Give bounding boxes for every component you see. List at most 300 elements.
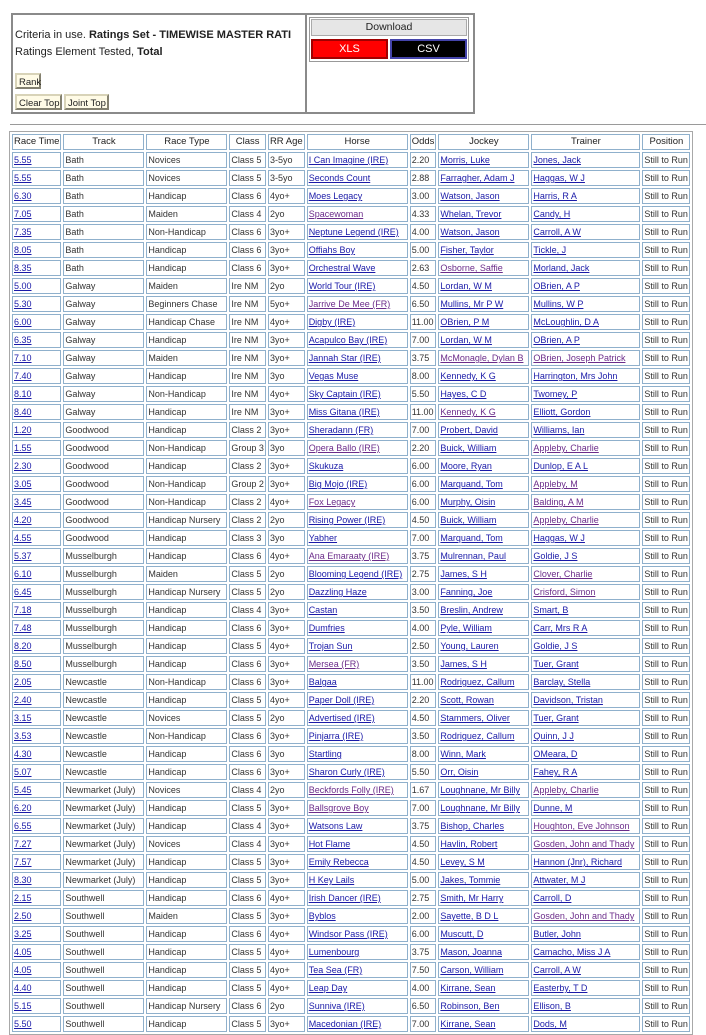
horse-link[interactable]: Fox Legacy — [308, 497, 356, 507]
trainer-link[interactable]: Crisford, Simon — [533, 587, 596, 597]
cell-race-type: Handicap — [146, 602, 227, 618]
cell-race-time — [12, 1016, 61, 1032]
race-time-link[interactable]: 7.27 — [14, 839, 32, 849]
trainer-link[interactable]: Dods, M — [533, 1019, 567, 1029]
rank-button[interactable]: Rank — [15, 73, 41, 89]
cell-jockey — [438, 638, 529, 654]
jockey-link[interactable]: Sayette, B D L — [440, 911, 499, 921]
jockey-link[interactable]: OBrien, P M — [440, 317, 490, 327]
horse-link[interactable]: I Can Imagine (IRE) — [308, 155, 389, 165]
horse-link[interactable]: Spacewoman — [308, 209, 364, 219]
horse-link[interactable]: Digby (IRE) — [308, 317, 356, 327]
trainer-link[interactable]: Houghton, Eve Johnson — [533, 821, 630, 831]
race-time-link[interactable]: 4.30 — [14, 749, 32, 759]
race-time-link[interactable]: 6.45 — [14, 587, 32, 597]
table-row — [12, 368, 690, 384]
horse-link[interactable]: Yabher — [308, 533, 338, 543]
race-time-link[interactable]: 8.10 — [14, 389, 32, 399]
horse-link[interactable]: Startling — [308, 749, 342, 759]
trainer-link[interactable]: OBrien, A P — [533, 335, 580, 345]
trainer-link[interactable]: Morland, Jack — [533, 263, 590, 273]
trainer-link[interactable]: Ellison, B — [533, 1001, 571, 1011]
jockey-link[interactable]: Pyle, William — [440, 623, 492, 633]
horse-link[interactable]: Sharon Curly (IRE) — [308, 767, 385, 777]
trainer-link[interactable]: Appleby, M — [533, 479, 578, 489]
trainer-link[interactable]: Carroll, A W — [533, 965, 581, 975]
race-time-link[interactable]: 2.50 — [14, 911, 32, 921]
race-time-link[interactable]: 1.20 — [14, 425, 32, 435]
race-time-link[interactable]: 3.25 — [14, 929, 32, 939]
cell-trainer — [531, 584, 640, 600]
jockey-link[interactable]: Smith, Mr Harry — [440, 893, 504, 903]
cell-horse — [307, 1016, 408, 1032]
cell-race-time — [12, 566, 61, 582]
race-time-link[interactable]: 8.20 — [14, 641, 32, 651]
trainer-link[interactable]: Gosden, John and Thady — [533, 839, 635, 849]
trainer-link[interactable]: Fahey, R A — [533, 767, 578, 777]
cell-rr-age: 3yo — [268, 530, 305, 546]
trainer-link[interactable]: Carroll, A W — [533, 227, 581, 237]
cell-class: Class 5 — [229, 584, 266, 600]
cell-position: Still to Run — [642, 782, 690, 798]
horse-link[interactable]: Skukuza — [308, 461, 344, 471]
csv-download-button[interactable]: CSV — [390, 39, 467, 59]
race-time-link[interactable]: 5.37 — [14, 551, 32, 561]
trainer-link[interactable]: OBrien, A P — [533, 281, 580, 291]
jockey-link[interactable]: Moore, Ryan — [440, 461, 492, 471]
cell-trainer — [531, 638, 640, 654]
race-time-link[interactable]: 3.15 — [14, 713, 32, 723]
trainer-link[interactable]: Barclay, Stella — [533, 677, 591, 687]
jockey-link[interactable]: Levey, S M — [440, 857, 485, 867]
trainer-link[interactable]: McLoughlin, D A — [533, 317, 599, 327]
cell-class: Class 6 — [229, 890, 266, 906]
trainer-link[interactable]: Tuer, Grant — [533, 659, 579, 669]
horse-link[interactable]: Lumenbourg — [308, 947, 360, 957]
jockey-link[interactable]: James, S H — [440, 659, 487, 669]
cell-horse — [307, 206, 408, 222]
cell-race-time — [12, 224, 61, 240]
race-time-link[interactable]: 6.35 — [14, 335, 32, 345]
cell-class: Class 6 — [229, 764, 266, 780]
cell-trainer — [531, 260, 640, 276]
cell-track: Goodwood — [63, 530, 144, 546]
jockey-link[interactable]: Carson, William — [440, 965, 504, 975]
cell-class: Class 5 — [229, 962, 266, 978]
horse-link[interactable]: Ballsgrove Boy — [308, 803, 369, 813]
jockey-link[interactable]: Murphy, Oisin — [440, 497, 496, 507]
race-time-link[interactable]: 8.40 — [14, 407, 32, 417]
horse-link[interactable]: Miss Gitana (IRE) — [308, 407, 380, 417]
jockey-link[interactable]: Morris, Luke — [440, 155, 490, 165]
horse-link[interactable]: Vegas Muse — [308, 371, 359, 381]
jockey-link[interactable]: Young, Lauren — [440, 641, 499, 651]
jockey-link[interactable]: Havlin, Robert — [440, 839, 498, 849]
race-time-link[interactable]: 7.10 — [14, 353, 32, 363]
race-time-link[interactable]: 2.05 — [14, 677, 32, 687]
jockey-link[interactable]: Buick, William — [440, 515, 497, 525]
horse-link[interactable]: Windsor Pass (IRE) — [308, 929, 388, 939]
jockey-link[interactable]: Bishop, Charles — [440, 821, 504, 831]
cell-track: Southwell — [63, 998, 144, 1014]
horse-link[interactable]: Rising Power (IRE) — [308, 515, 386, 525]
trainer-link[interactable]: Hannon (Jnr), Richard — [533, 857, 622, 867]
horse-link[interactable]: Jannah Star (IRE) — [308, 353, 381, 363]
jockey-link[interactable]: Kennedy, K G — [440, 407, 496, 417]
cell-class: Class 4 — [229, 602, 266, 618]
race-time-link[interactable]: 6.55 — [14, 821, 32, 831]
cell-horse — [307, 170, 408, 186]
cell-track: Southwell — [63, 944, 144, 960]
horse-link[interactable]: Emily Rebecca — [308, 857, 369, 867]
trainer-link[interactable]: Dunne, M — [533, 803, 573, 813]
jockey-link[interactable]: Kirrane, Sean — [440, 983, 496, 993]
cell-odds: 2.20 — [410, 152, 437, 168]
cell-position: Still to Run — [642, 962, 690, 978]
race-time-link[interactable]: 3.05 — [14, 479, 32, 489]
cell-odds: 1.67 — [410, 782, 437, 798]
horse-link[interactable]: Dumfries — [308, 623, 345, 633]
jockey-link[interactable]: Mason, Joanna — [440, 947, 502, 957]
horse-link[interactable]: World Tour (IRE) — [308, 281, 376, 291]
trainer-link[interactable]: Butler, John — [533, 929, 581, 939]
jockey-link[interactable]: Muscutt, D — [440, 929, 484, 939]
table-row — [12, 962, 690, 978]
cell-trainer — [531, 566, 640, 582]
race-time-link[interactable]: 6.20 — [14, 803, 32, 813]
race-time-link[interactable]: 7.35 — [14, 227, 32, 237]
cell-rr-age: 3yo — [268, 746, 305, 762]
table-row — [12, 440, 690, 456]
cell-jockey — [438, 836, 529, 852]
horse-link[interactable]: Leap Day — [308, 983, 348, 993]
cell-track: Goodwood — [63, 476, 144, 492]
horse-link[interactable]: Moes Legacy — [308, 191, 363, 201]
jockey-link[interactable]: Lordan, W M — [440, 335, 492, 345]
horse-link[interactable]: Sunniva (IRE) — [308, 1001, 365, 1011]
trainer-link[interactable]: Appleby, Charlie — [533, 515, 599, 525]
cell-class: Class 6 — [229, 620, 266, 636]
cell-odds: 5.50 — [410, 386, 437, 402]
cell-horse — [307, 836, 408, 852]
horse-link[interactable]: Mersea (FR) — [308, 659, 360, 669]
cell-position: Still to Run — [642, 314, 690, 330]
horse-link[interactable]: Advertised (IRE) — [308, 713, 375, 723]
cell-race-type: Non-Handicap — [146, 494, 227, 510]
trainer-link[interactable]: Carr, Mrs R A — [533, 623, 588, 633]
race-time-link[interactable]: 3.45 — [14, 497, 32, 507]
cell-trainer — [531, 674, 640, 690]
trainer-link[interactable]: Carroll, D — [533, 893, 572, 903]
trainer-link[interactable]: OMeara, D — [533, 749, 578, 759]
table-row — [12, 152, 690, 168]
trainer-link[interactable]: Tuer, Grant — [533, 713, 579, 723]
cell-odds: 6.00 — [410, 476, 437, 492]
jockey-link[interactable]: Whelan, Trevor — [440, 209, 502, 219]
horse-link[interactable]: Trojan Sun — [308, 641, 353, 651]
race-time-link[interactable]: 7.18 — [14, 605, 32, 615]
ratings-element-label: Ratings Element Tested, — [15, 46, 138, 58]
race-time-link[interactable]: 4.05 — [14, 947, 32, 957]
trainer-link[interactable]: Jones, Jack — [533, 155, 581, 165]
cell-jockey — [438, 368, 529, 384]
cell-odds: 2.00 — [410, 908, 437, 924]
horse-link[interactable]: Sheradann (FR) — [308, 425, 374, 435]
cell-jockey — [438, 854, 529, 870]
cell-trainer — [531, 656, 640, 672]
cell-odds: 7.00 — [410, 530, 437, 546]
jockey-link[interactable]: Fanning, Joe — [440, 587, 493, 597]
race-time-link[interactable]: 7.48 — [14, 623, 32, 633]
trainer-link[interactable]: Candy, H — [533, 209, 571, 219]
horse-link[interactable]: Macedonian (IRE) — [308, 1019, 382, 1029]
jockey-link[interactable]: Osborne, Saffie — [440, 263, 503, 273]
trainer-link[interactable]: Harris, R A — [533, 191, 577, 201]
horse-link[interactable]: H Key Lails — [308, 875, 355, 885]
horse-link[interactable]: Castan — [308, 605, 338, 615]
race-time-link[interactable]: 5.55 — [14, 173, 32, 183]
horse-link[interactable]: Irish Dancer (IRE) — [308, 893, 381, 903]
xls-download-button[interactable]: XLS — [311, 39, 388, 59]
cell-rr-age: 3yo+ — [268, 602, 305, 618]
trainer-link[interactable]: Tickle, J — [533, 245, 567, 255]
cell-odds: 5.00 — [410, 872, 437, 888]
jockey-link[interactable]: McMonagle, Dylan B — [440, 353, 524, 363]
race-time-link[interactable]: 6.30 — [14, 191, 32, 201]
jockey-link[interactable]: Mullins, Mr P W — [440, 299, 504, 309]
cell-race-time — [12, 872, 61, 888]
cell-trainer — [531, 980, 640, 996]
jockey-link[interactable]: Jakes, Tommie — [440, 875, 501, 885]
cell-race-time — [12, 962, 61, 978]
horse-link[interactable]: Orchestral Wave — [308, 263, 376, 273]
jockey-link[interactable]: James, S H — [440, 569, 487, 579]
cell-track: Goodwood — [63, 458, 144, 474]
jockey-link[interactable]: Rodriguez, Callum — [440, 677, 515, 687]
cell-trainer — [531, 602, 640, 618]
cell-track: Musselburgh — [63, 602, 144, 618]
race-time-link[interactable]: 5.50 — [14, 1019, 32, 1029]
cell-race-type: Beginners Chase — [146, 296, 227, 312]
race-time-link[interactable]: 2.30 — [14, 461, 32, 471]
jockey-link[interactable]: Breslin, Andrew — [440, 605, 503, 615]
trainer-link[interactable]: Dunlop, E A L — [533, 461, 588, 471]
horse-link[interactable]: Offiahs Boy — [308, 245, 356, 255]
race-time-link[interactable]: 5.45 — [14, 785, 32, 795]
horse-link[interactable]: Acapulco Bay (IRE) — [308, 335, 388, 345]
cell-horse — [307, 458, 408, 474]
trainer-link[interactable]: Balding, A M — [533, 497, 584, 507]
horse-link[interactable]: Dazzling Haze — [308, 587, 367, 597]
horse-link[interactable]: Beckfords Folly (IRE) — [308, 785, 394, 795]
horse-link[interactable]: Balgaa — [308, 677, 337, 687]
jockey-link[interactable]: Lordan, W M — [440, 281, 492, 291]
header-rr-age: RR Age — [268, 134, 305, 150]
race-time-link[interactable]: 5.15 — [14, 1001, 32, 1011]
race-time-link[interactable]: 7.05 — [14, 209, 32, 219]
trainer-link[interactable]: Clover, Charlie — [533, 569, 593, 579]
cell-race-type: Handicap — [146, 746, 227, 762]
horse-link[interactable]: Ana Emaraaty (IRE) — [308, 551, 390, 561]
jockey-link[interactable]: Loughnane, Mr Billy — [440, 785, 520, 795]
jockey-link[interactable]: Hayes, C D — [440, 389, 487, 399]
cell-trainer — [531, 746, 640, 762]
cell-race-type: Non-Handicap — [146, 728, 227, 744]
horse-link[interactable]: Watsons Law — [308, 821, 363, 831]
horse-link[interactable]: Pinjarra (IRE) — [308, 731, 364, 741]
cell-race-time — [12, 782, 61, 798]
jockey-link[interactable]: Watson, Jason — [440, 227, 500, 237]
jockey-link[interactable]: Loughnane, Mr Billy — [440, 803, 520, 813]
trainer-link[interactable]: Appleby, Charlie — [533, 785, 599, 795]
cell-class: Ire NM — [229, 368, 266, 384]
race-time-link[interactable]: 7.40 — [14, 371, 32, 381]
horse-link[interactable]: Opera Ballo (IRE) — [308, 443, 380, 453]
horse-link[interactable]: Hot Flame — [308, 839, 351, 849]
horse-link[interactable]: Blooming Legend (IRE) — [308, 569, 403, 579]
divider — [10, 124, 706, 125]
race-time-link[interactable]: 1.55 — [14, 443, 32, 453]
race-time-link[interactable]: 8.35 — [14, 263, 32, 273]
cell-trainer — [531, 512, 640, 528]
cell-class: Class 6 — [229, 656, 266, 672]
jockey-link[interactable]: Kennedy, K G — [440, 371, 496, 381]
jockey-link[interactable]: Marquand, Tom — [440, 479, 503, 489]
jockey-link[interactable]: Probert, David — [440, 425, 498, 435]
cell-jockey — [438, 926, 529, 942]
criteria-panel — [11, 13, 475, 114]
cell-race-type: Handicap — [146, 944, 227, 960]
cell-race-time — [12, 728, 61, 744]
horse-link[interactable]: Big Mojo (IRE) — [308, 479, 368, 489]
table-row — [12, 782, 690, 798]
jockey-link[interactable]: Farragher, Adam J — [440, 173, 515, 183]
cell-race-time — [12, 512, 61, 528]
cell-odds: 3.75 — [410, 818, 437, 834]
trainer-link[interactable]: Attwater, M J — [533, 875, 586, 885]
cell-odds: 3.50 — [410, 656, 437, 672]
cell-jockey — [438, 278, 529, 294]
race-time-link[interactable]: 4.20 — [14, 515, 32, 525]
jockey-link[interactable]: Watson, Jason — [440, 191, 500, 201]
cell-position: Still to Run — [642, 746, 690, 762]
cell-race-time — [12, 350, 61, 366]
race-time-link[interactable]: 4.05 — [14, 965, 32, 975]
trainer-link[interactable]: Easterby, T D — [533, 983, 588, 993]
trainer-link[interactable]: Camacho, Miss J A — [533, 947, 611, 957]
horse-link[interactable]: Jarrive De Mee (FR) — [308, 299, 391, 309]
trainer-link[interactable]: Goldie, J S — [533, 551, 578, 561]
cell-horse — [307, 800, 408, 816]
trainer-link[interactable]: Goldie, J S — [533, 641, 578, 651]
race-time-link[interactable]: 2.15 — [14, 893, 32, 903]
cell-race-time — [12, 926, 61, 942]
trainer-link[interactable]: Smart, B — [533, 605, 569, 615]
trainer-link[interactable]: Davidson, Tristan — [533, 695, 603, 705]
jockey-link[interactable]: Marquand, Tom — [440, 533, 503, 543]
horse-link[interactable]: Byblos — [308, 911, 336, 921]
jockey-link[interactable]: Buick, William — [440, 443, 497, 453]
trainer-link[interactable]: Gosden, John and Thady — [533, 911, 635, 921]
jockey-link[interactable]: Robinson, Ben — [440, 1001, 500, 1011]
cell-odds: 4.50 — [410, 512, 437, 528]
horse-link[interactable]: Sky Captain (IRE) — [308, 389, 381, 399]
cell-track: Galway — [63, 332, 144, 348]
cell-track: Galway — [63, 404, 144, 420]
horse-link[interactable]: Seconds Count — [308, 173, 371, 183]
jockey-link[interactable]: Winn, Mark — [440, 749, 486, 759]
jockey-link[interactable]: Fisher, Taylor — [440, 245, 494, 255]
trainer-link[interactable]: Williams, Ian — [533, 425, 585, 435]
race-time-link[interactable]: 8.30 — [14, 875, 32, 885]
cell-trainer — [531, 764, 640, 780]
trainer-link[interactable]: Mullins, W P — [533, 299, 584, 309]
cell-track: Southwell — [63, 980, 144, 996]
horse-link[interactable]: Neptune Legend (IRE) — [308, 227, 399, 237]
race-time-link[interactable]: 4.55 — [14, 533, 32, 543]
jockey-link[interactable]: Kirrane, Sean — [440, 1019, 496, 1029]
race-time-link[interactable]: 8.50 — [14, 659, 32, 669]
jockey-link[interactable]: Stammers, Oliver — [440, 713, 510, 723]
trainer-link[interactable]: Quinn, J J — [533, 731, 574, 741]
jockey-link[interactable]: Rodriguez, Callum — [440, 731, 515, 741]
joint-top-button[interactable]: Joint Top — [64, 94, 109, 110]
horse-link[interactable]: Paper Doll (IRE) — [308, 695, 375, 705]
jockey-link[interactable]: Orr, Oisin — [440, 767, 479, 777]
race-time-link[interactable]: 5.00 — [14, 281, 32, 291]
trainer-link[interactable]: Haggas, W J — [533, 173, 585, 183]
race-time-link[interactable]: 6.10 — [14, 569, 32, 579]
cell-race-type: Handicap — [146, 980, 227, 996]
table-row — [12, 854, 690, 870]
race-time-link[interactable]: 4.40 — [14, 983, 32, 993]
cell-trainer — [531, 188, 640, 204]
trainer-link[interactable]: Elliott, Gordon — [533, 407, 591, 417]
race-time-link[interactable]: 3.53 — [14, 731, 32, 741]
race-time-link[interactable]: 5.55 — [14, 155, 32, 165]
cell-odds: 7.00 — [410, 1016, 437, 1032]
cell-class: Ire NM — [229, 332, 266, 348]
cell-rr-age: 3yo+ — [268, 224, 305, 240]
race-time-link[interactable]: 7.57 — [14, 857, 32, 867]
cell-odds: 3.50 — [410, 602, 437, 618]
jockey-link[interactable]: Scott, Rowan — [440, 695, 494, 705]
trainer-link[interactable]: OBrien, Joseph Patrick — [533, 353, 626, 363]
race-time-link[interactable]: 5.30 — [14, 299, 32, 309]
race-time-link[interactable]: 8.05 — [14, 245, 32, 255]
cell-class: Ire NM — [229, 296, 266, 312]
cell-rr-age: 3yo+ — [268, 422, 305, 438]
trainer-link[interactable]: Haggas, W J — [533, 533, 585, 543]
cell-jockey — [438, 584, 529, 600]
cell-trainer — [531, 476, 640, 492]
race-time-link[interactable]: 6.00 — [14, 317, 32, 327]
cell-race-type: Handicap — [146, 242, 227, 258]
trainer-link[interactable]: Twomey, P — [533, 389, 578, 399]
cell-jockey — [438, 710, 529, 726]
race-time-link[interactable]: 5.07 — [14, 767, 32, 777]
clear-top-button[interactable]: Clear Top — [15, 94, 62, 110]
table-row — [12, 422, 690, 438]
jockey-link[interactable]: Mulrennan, Paul — [440, 551, 506, 561]
cell-rr-age: 4yo+ — [268, 692, 305, 708]
cell-race-time — [12, 746, 61, 762]
cell-odds: 11.00 — [410, 404, 437, 420]
horse-link[interactable]: Tea Sea (FR) — [308, 965, 363, 975]
race-time-link[interactable]: 2.40 — [14, 695, 32, 705]
trainer-link[interactable]: Appleby, Charlie — [533, 443, 599, 453]
trainer-link[interactable]: Harrington, Mrs John — [533, 371, 618, 381]
